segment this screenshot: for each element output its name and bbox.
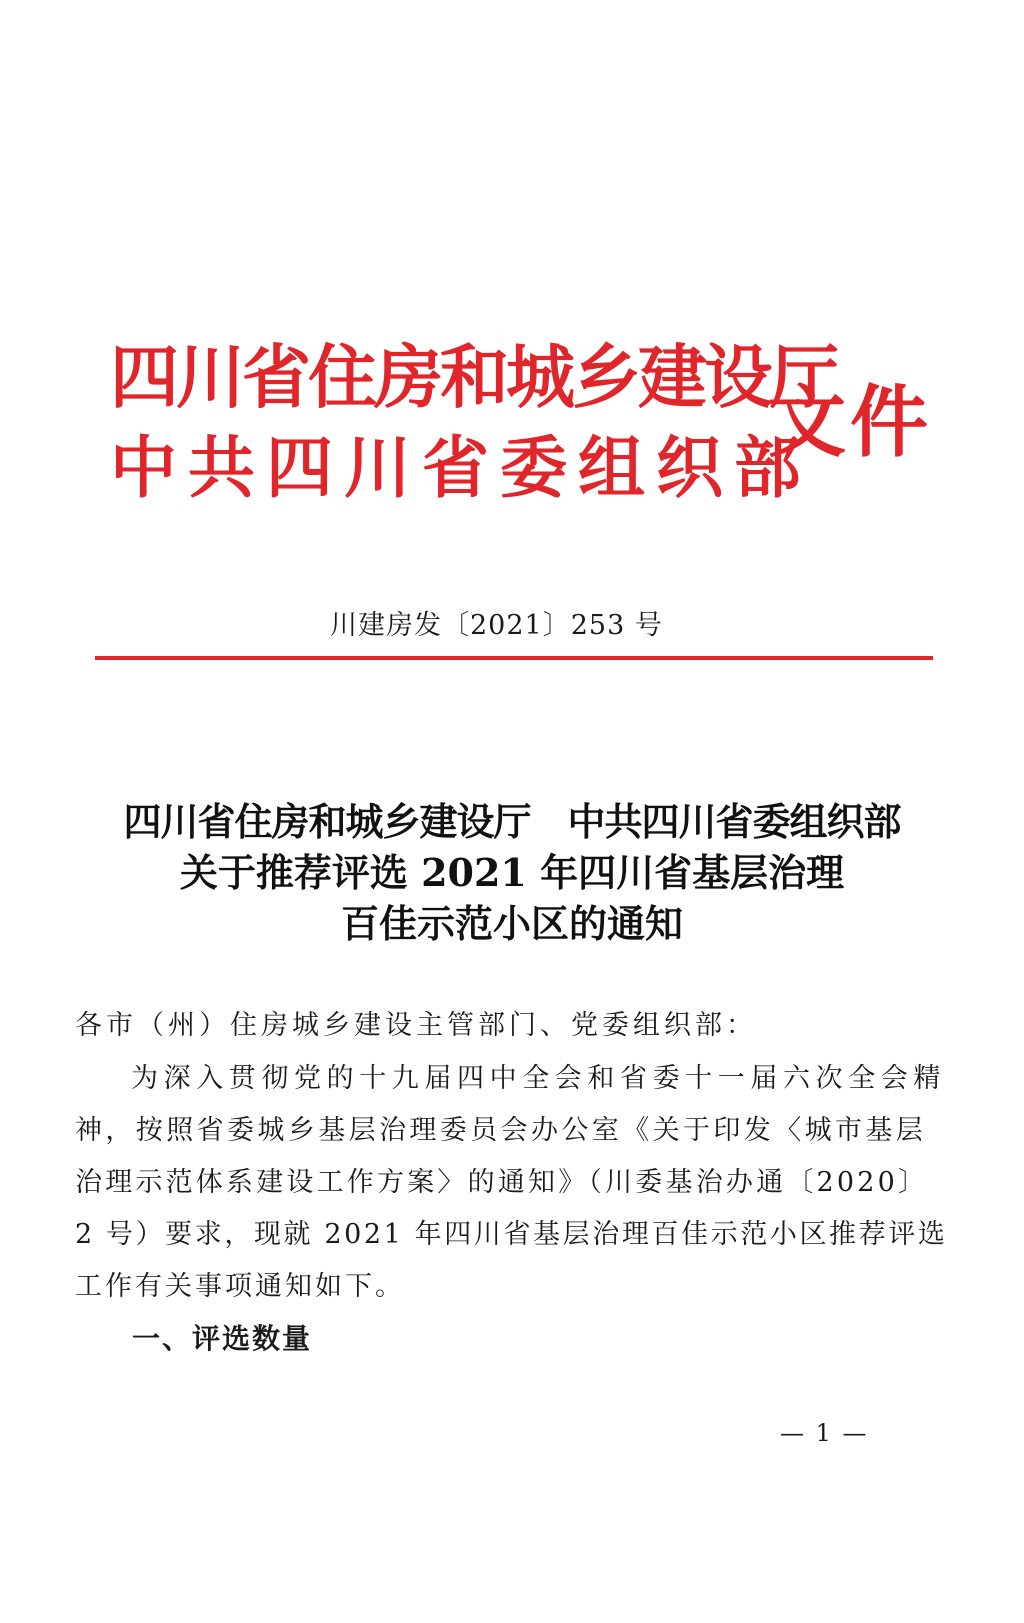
salutation: 各市（州）住房城乡建设主管部门、党委组织部： [75, 1010, 757, 1041]
title-line-1: 四川省住房和城乡建设厅 中共四川省委组织部 [123, 799, 901, 844]
body-paragraph-line: 神，按照省委城乡基层治理委员会办公室《关于印发〈城市基层 [75, 1115, 927, 1146]
issuer-line-1: 四川省住房和城乡建设厅 [110, 337, 836, 418]
title-line-2: 关于推荐评选 2021 年四川省基层治理 [179, 850, 845, 895]
page-number: — 1 — [780, 1419, 869, 1447]
document-number: 川建房发〔2021〕253 号 [330, 610, 663, 641]
header-red-divider [95, 656, 933, 660]
body-paragraph-line: 2 号）要求，现就 2021 年四川省基层治理百佳示范小区推荐评选 [75, 1219, 948, 1250]
body-paragraph-line: 工作有关事项通知如下。 [75, 1271, 405, 1302]
body-paragraph-line: 治理示范体系建设工作方案〉的通知》（川委基治办通〔2020〕 [75, 1167, 929, 1198]
issuer-line-2: 中共四川省委组织部 [110, 428, 812, 507]
section-heading: 一、评选数量 [132, 1322, 313, 1355]
body-paragraph-line: 为深入贯彻党的十九届四中全会和省委十一届六次全会精 [131, 1063, 946, 1094]
document-header-suffix: 文件 [768, 377, 933, 468]
title-line-3: 百佳示范小区的通知 [340, 901, 683, 946]
